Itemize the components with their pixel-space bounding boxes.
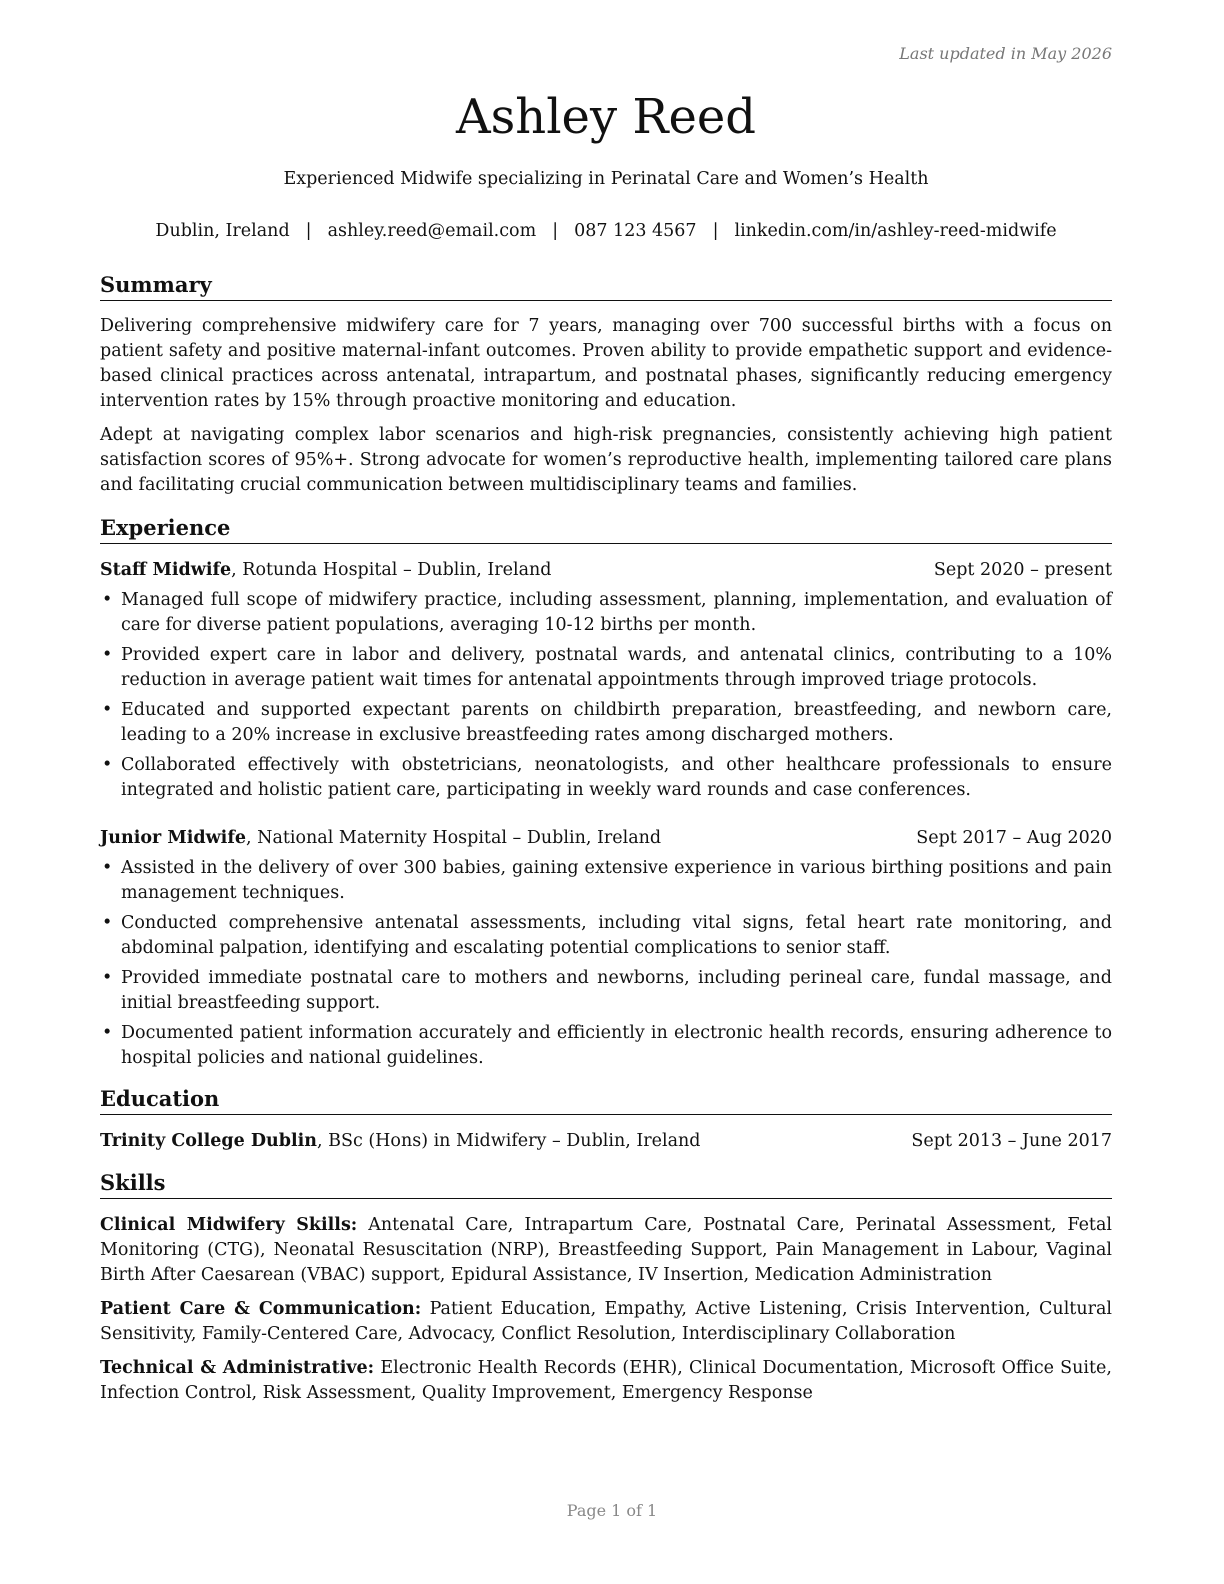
skill-group-items: Patient Education, Empathy, Active Listening, Crisis Intervention, Cultural Sensitivity, Family-Centered Care, Advocacy, Conflict Resolution, Interdisciplinary Collaboration (100, 1299, 1113, 1344)
contact-separator: | (552, 221, 559, 241)
contact-linkedin[interactable]: linkedin.com/in/ashley-reed-midwife (734, 221, 1057, 241)
skill-group (100, 1356, 1112, 1406)
contact-separator: | (305, 221, 312, 241)
skill-group (100, 1297, 1112, 1347)
skill-group-label: Technical & Administrative: (100, 1358, 375, 1378)
list-item: • Provided expert care in labor and delivery, postnatal wards, and antenatal clinics, contributing to a 10% reduction in average patient wait times for antenatal appointments through improved triage protocols. (100, 643, 1112, 693)
skill-group-items: Antenatal Care, Intrapartum Care, Postnatal Care, Perinatal Assessment, Fetal Monitoring (CTG), Neonatal Resuscitation (NRP), Breastfeeding Support, Pain Management in Labour, Vaginal Birth After Caesarean (VBAC) support, Epidural Assistance, IV Insertion, Medication Administration (100, 1215, 1112, 1285)
summary-paragraph: Delivering comprehensive midwifery care for 7 years, managing over 700 successful births with a focus on patient safety and positive maternal-infant outcomes. Proven ability to provide empathetic support and evidence-based clinical practices across antenatal, intrapartum, and postnatal phases, significantly reducing emergency intervention rates by 15% through proactive monitoring and education. (100, 316, 1112, 411)
last-updated: Last updated in May 2026 (899, 44, 1112, 63)
job-org: , National Maternity Hospital – Dublin, Ireland (246, 828, 662, 848)
list-item: • Documented patient information accurately and efficiently in electronic health records, ensuring adherence to hospital policies and national guidelines. (100, 1021, 1112, 1071)
job-dates: Sept 2020 – present (933, 560, 1112, 580)
education-header (100, 1129, 1112, 1153)
page-number: Page 1 of 1 (566, 1501, 658, 1520)
contact-phone[interactable]: 087 123 4567 (574, 221, 697, 241)
list-item: • Provided immediate postnatal care to mothers and newborns, including perineal care, fundal massage, and initial breastfeeding support. (100, 966, 1112, 1016)
list-item: • Conducted comprehensive antenatal assessments, including vital signs, fetal heart rate monitoring, and abdominal palpation, identifying and escalating potential complications to senior staff. (100, 911, 1112, 961)
section-title-education: Education (100, 1085, 1112, 1115)
skill-group (100, 1213, 1112, 1288)
tagline: Experienced Midwife specializing in Perinatal Care and Women’s Health (283, 169, 929, 189)
list-item: • Educated and supported expectant parents on childbirth preparation, breastfeeding, and newborn care, leading to a 20% increase in exclusive breastfeeding rates among discharged mothers. (100, 698, 1112, 748)
list-item: • Collaborated effectively with obstetricians, neonatologists, and other healthcare professionals to ensure integrated and holistic patient care, participating in weekly ward rounds and case conferences. (100, 753, 1112, 803)
job-title-line (100, 558, 552, 582)
job-bullets (100, 588, 1112, 808)
contact-separator: | (712, 221, 719, 241)
education-dates: Sept 2013 – June 2017 (911, 1131, 1112, 1151)
job-title-line (100, 826, 661, 850)
section-title-experience: Experience (100, 514, 1112, 544)
job-role: Staff Midwife (100, 560, 232, 580)
contact-line (100, 219, 1112, 243)
section-title-summary: Summary (100, 271, 1112, 301)
education-line (100, 1129, 701, 1153)
job-header (100, 558, 1112, 582)
skill-group-label: Patient Care & Communication: (100, 1299, 422, 1319)
job-bullets (100, 856, 1112, 1076)
candidate-name: Ashley Reed (455, 89, 757, 145)
summary-paragraph: Adept at navigating complex labor scenarios and high-risk pregnancies, consistently achieving high patient satisfaction scores of 95%+. Strong advocate for women’s reproductive health, implementing tailored care plans and facilitating crucial communication between multidisciplinary teams and families. (100, 425, 1112, 495)
job-header (100, 826, 1112, 850)
job-role: Junior Midwife (100, 828, 246, 848)
list-item: • Assisted in the delivery of over 300 babies, gaining extensive experience in various birthing positions and pain management techniques. (100, 856, 1112, 906)
section-title-skills: Skills (100, 1169, 1112, 1199)
skill-group-label: Clinical Midwifery Skills: (100, 1215, 358, 1235)
contact-location: Dublin, Ireland (155, 221, 290, 241)
skill-group-items: Electronic Health Records (EHR), Clinical Documentation, Microsoft Office Suite, Infection Control, Risk Assessment, Quality Improvement, Emergency Response (100, 1358, 1112, 1403)
list-item: • Managed full scope of midwifery practice, including assessment, planning, implementation, and evaluation of care for diverse patient populations, averaging 10-12 births per month. (100, 588, 1112, 638)
education-degree: , BSc (Hons) in Midwifery – Dublin, Ireland (316, 1131, 701, 1151)
job-org: , Rotunda Hospital – Dublin, Ireland (231, 560, 552, 580)
contact-email[interactable]: ashley.reed@email.com (327, 221, 537, 241)
education-school: Trinity College Dublin (100, 1131, 317, 1151)
job-dates: Sept 2017 – Aug 2020 (916, 828, 1112, 848)
